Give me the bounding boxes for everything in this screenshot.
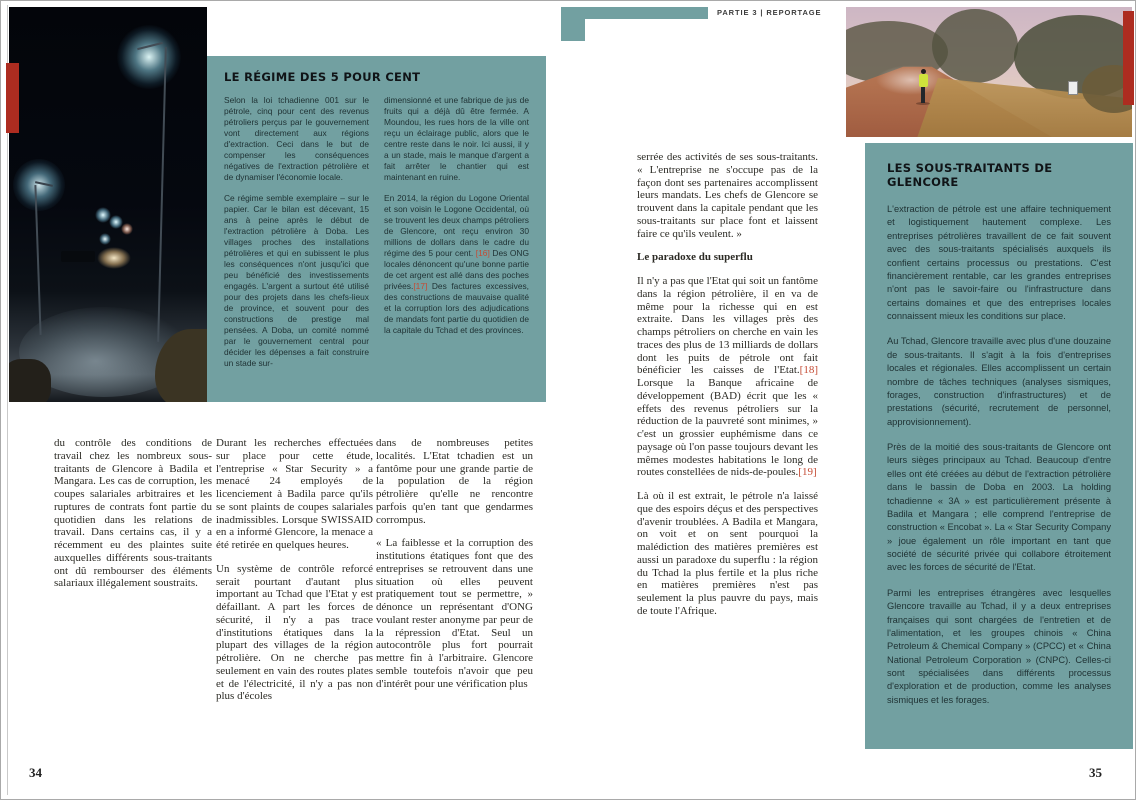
streetlight-glow — [99, 233, 111, 245]
section-label: PARTIE 3 | REPORTAGE — [717, 8, 822, 17]
regime-box-col1 — [224, 95, 369, 379]
streetlight-glow — [13, 159, 65, 211]
security-guard-figure — [918, 69, 928, 109]
body-paragraph: Durant les recherches effectuées sur place pour cette étude, l'entreprise « Star Security » a menacé 24 employés de licenciement à Badila parce qu'ils se sont plaints de coupes salariales inadmissibles. Lorsque SWISSAID en a informé Glencore, la menace a été retirée en quelques heures. — [216, 437, 373, 551]
body-paragraph: « La faiblesse et la corruption des institutions étatiques font que des entreprises se retrouvent dans une situation où elles peuvent pratiquement tout se permettre, » dénonce un représentant d'ONG voulant rester anonyme par peur de la répression d'Etat. Seul un autocontrôle plus fort pourrait mettre fin à l'arbitraire. Glencore semble toutefois n'avoir que peu d'intérêt pour une vérification plus — [376, 537, 533, 690]
body-paragraph: Il n'y a pas que l'Etat qui soit un fantôme dans la région pétrolière, il en va de même pour la richesse qui en est extraite. Dans les villages près des champs pétroliers on cherche en vain les traces des plus de 13 milliards de dollars dont les puits de pétrole ont fait bénéficier les caisses de l'Etat.[18] Lorsque la Banque africaine de développement (BAD) écrit que les « effets des revenus pétroliers sur la réduction de la pauvreté sont minimes, » c'est un grossier euphémisme dans ce paysage où l'on passe toujours devant les mêmes modestes habitations le long de routes constellées de nids-de-poules.[19] — [637, 275, 818, 479]
streetlight-glow — [117, 25, 181, 89]
footnote-marker: [17] — [413, 281, 428, 291]
body-paragraph: Là où il est extrait, le pétrole n'a laissé que des espoirs déçus et des perspectives d'avenir troublées. A Badila et Mangara, on voit et on sent pourquoi la malédiction des matières premières est aussi un paradoxe du superflu : la région du Tchad la plus fertile et la plus riche en matières premières n'est pas seulement la plus pauvre du pays, mais de toute l'Afrique. — [637, 490, 818, 617]
page34-column-2 — [216, 437, 373, 714]
vehicle-silhouette — [61, 251, 95, 262]
lamp-pole — [157, 47, 167, 342]
hi-vis-vest — [919, 74, 928, 87]
footnote-marker: [19] — [798, 466, 817, 479]
regime-box-col2 — [384, 95, 529, 379]
regime-box-title: LE RÉGIME DES 5 POUR CENT — [224, 70, 421, 84]
body-paragraph: Selon la loi tchadienne 001 sur le pétrole, cinq pour cent des revenus pétroliers perçus par le gouvernement vont directement aux régions d'extraction. Ceci dans le but de compenser les conséquences négatives de l'extraction pétrolière et de dynamiser l'économie locale. — [224, 95, 369, 182]
regime-5-pourcent-box — [207, 56, 546, 402]
footnote-marker: [16] — [475, 248, 490, 258]
body-paragraph: dans de nombreuses petites localités. L'Etat tchadien est un fantôme pour une grande partie de la population de la région pétrolière qu'elle ne rencontre parfois qu'en tant que gendarmes corrompus. — [376, 437, 533, 526]
subcontractors-box-title: LES SOUS-TRAITANTS DE GLENCORE — [887, 161, 1053, 189]
chapter-red-bar — [6, 63, 19, 133]
body-paragraph: Ce régime semble exemplaire – sur le papier. Car le bilan est décevant, 15 ans à peine après le début de l'extraction pétrolière à Doba. Les villages proches des installations pétrolières et qui en subissent le plus les conséquences n'ont jusqu'ici que peu bénéficié des investissements engagés. L'argent a surtout été utilisé pour des projets dans les chefs-lieux de province, et souvent pour des constructions de prestige mal pensées. A Doba, un comité nommé par le gouvernement central pour décider les dépenses a fait construire un stade sur- — [224, 193, 369, 368]
page-number-right: 35 — [1089, 765, 1102, 780]
white-sign — [1068, 81, 1078, 95]
body-paragraph: Près de la moitié des sous-traitants de Glencore ont leurs sièges principaux au Tchad. Beaucoup d'entre elles ont été créées au début de l'extraction pétrolière dans le bassin de Doba en 2003. La holding tchadienne « 3A » est particulièrement présente à Badila et Mangara ; elle comprend l'entreprise de construction « Encobat ». La « Star Security Company » joue également un rôle important en tant que société de sécurité privée qui collabore étroitement avec les forces de sécurité de l'Etat. — [887, 442, 1111, 573]
tree-mass — [932, 9, 1018, 83]
body-paragraph: dimensionné et une fabrique de jus de fruits qui a déjà dû être fermée. A Moundou, les rues hors de la ville ont reçu un éclairage public, alors que le centre reste dans le noir. Ici aussi, il y a un stade, mais le manque d'argent a fait arrêter le chantier qui est maintenant en ruine. — [384, 95, 529, 182]
footnote-marker: [18] — [799, 364, 818, 377]
body-paragraph: Parmi les entreprises étrangères avec lesquelles Glencore travaille au Tchad, il y a deux entreprises françaises qui sont chargées de l'entretien et de l'alimentation, et les groupes chinois « China Petroleum & Chemical Company » (CPCC) et « China National Petroleum Corporation » (CNPC). Celles-ci sont spécialisées dans différents processus d'exploration et de production, comme les analyses sismiques et les forages. — [887, 587, 1111, 705]
figure-head — [921, 69, 926, 74]
body-paragraph: En 2014, la région du Logone Oriental et son voisin le Logone Occidental, où se trouvent les deux champs pétroliers de Glencore, ont reçu environ 30 millions de dollars dans le cadre du régime des 5 pour cent. [16] Des ONG locales dénoncent qu'une bonne partie de cet argent est allé dans des poches privées.[17] Des factures excessives, des constructions de mauvaise qualité et la corruption lors des adjudications de mandats font partie du quotidien de la capitale du Tchad et des provinces. — [384, 193, 529, 335]
roadside-shadow — [9, 359, 51, 402]
body-paragraph: du contrôle des conditions de travail chez les nombreux sous-traitants de Glencore à Badila et Mangara. Les cas de corruption, les coupes salariales arbitraires et les ruptures de contrats font partie du quotidien dans les relations de travail. Dans certains cas, il y a récemment eu des plaintes suite auxquelles différents sous-traitants ont dû rembourser des éléments salariaux illégalement soustraits. — [54, 437, 212, 590]
body-paragraph: serrée des activités de ses sous-traitants. « L'entreprise ne s'occupe pas de la façon dont ses partenaires accomplissent leurs mandats. Les chefs de Glencore se trouvent dans la capitale pendant que les sous-traitants sur place font et laissent faire ce qu'ils veulent. » — [637, 151, 818, 240]
night-street-photo — [9, 7, 207, 402]
article-column — [637, 151, 818, 629]
chapter-red-bar — [1123, 11, 1134, 105]
headlights-glow — [97, 247, 131, 269]
body-paragraph: L'extraction de pétrole est une affaire techniquement et logistiquement hautement complexe. Les entreprises pétrolières travaillent de ce fait souvent avec des sous-traitants spécialisés auxquels ils confient certains processus ou prestations. C'est financièrement rentable, car les grandes entreprises n'ont pas le savoir-faire ou l'infrastructure dans certains domaines et que des entreprises locales connaissent mieux les conditions sur place. — [887, 204, 1111, 321]
page34-column-3 — [376, 437, 533, 701]
subcontractors-box — [865, 143, 1133, 749]
figure-legs — [921, 87, 925, 103]
streetlight-glow — [121, 223, 133, 235]
regime-box-columns — [224, 95, 529, 379]
page34-column-1 — [54, 437, 212, 601]
body-paragraph: Au Tchad, Glencore travaille avec plus d'une douzaine de sous-traitants. Il s'agit à la fois d'entreprises locales et régionales. Elles accomplissent un certain nombre de tâches techniques (analyses sismiques, forages, construction d'infrastructures) et de prestations (sécurité, recrutement de personnel, approvisionnement). — [887, 336, 1111, 427]
article-subhead: Le paradoxe du superflu — [637, 251, 753, 264]
dirt-road-photo — [846, 7, 1132, 137]
body-paragraph: Un système de contrôle reforcé serait pourtant d'autant plus important au Tchad que l'Etat y est défaillant. A part les forces de sécurité, il n'y a pas trace d'institutions étatiques dans la plupart des villages de la région pétrolière. On ne cherche pas seulement en vain des routes plates et de l'électricité, il n'y a pas non plus d'écoles — [216, 562, 373, 703]
section-teal-tab — [561, 7, 585, 41]
page-number-left: 34 — [29, 765, 42, 780]
